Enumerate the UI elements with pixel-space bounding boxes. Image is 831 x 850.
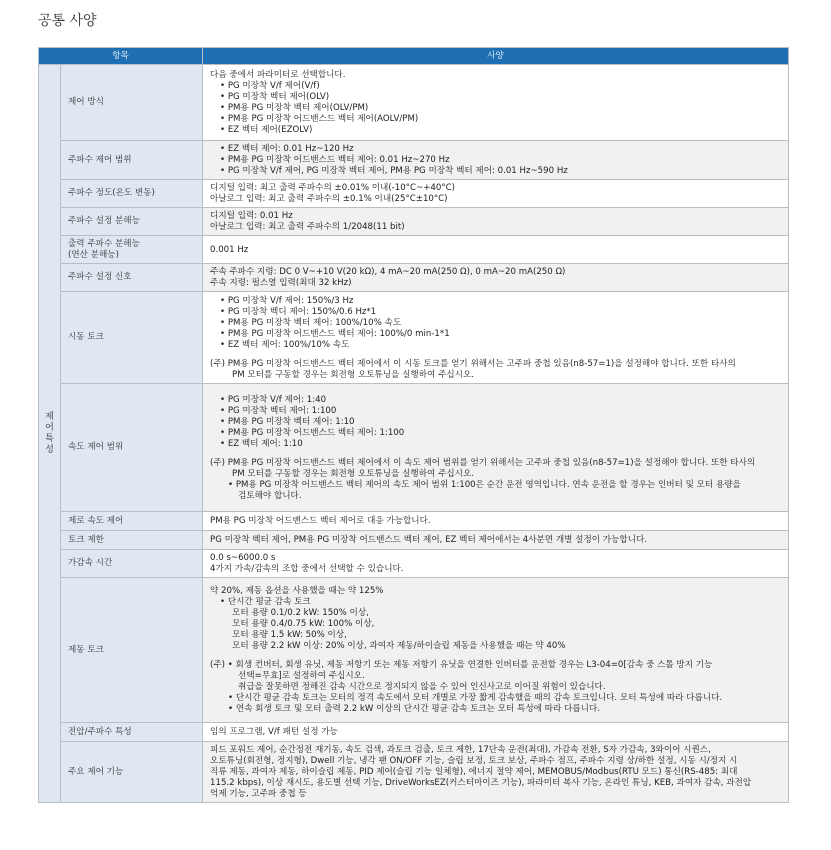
spec-line: 디지털 입력: 최고 출력 주파수의 ±0.01% 이내(-10°C~+40°C) bbox=[210, 183, 455, 193]
row-label bbox=[61, 264, 203, 292]
spec-line: • EZ 벡터 제어: 100%/10% 속도 bbox=[220, 339, 350, 350]
row-label bbox=[61, 723, 203, 742]
row-label-text: 주요 제어 기능 bbox=[68, 766, 124, 777]
row-label-text: 시동 토크 bbox=[68, 332, 104, 342]
spec-line: 115.2 kbps), 이상 재시도, 용도별 선택 기능, DriveWorksEZ(커스터마이즈 기능), 파라미터 복사 기능, 온라인 튜닝, KEB, 과여자 감속, 과전압 bbox=[210, 778, 752, 788]
spec-line: 직류 제동, 과여자 제동, 하이슬립 제동, PID 제어(슬립 기능 일체형), 에너지 절약 제어, MEMOBUS/Modbus(RTU 모드) 통신(RS-485: 최대 bbox=[210, 767, 738, 777]
spacer bbox=[210, 351, 783, 359]
row-label-text: 주파수 정도(온도 변동) bbox=[68, 188, 155, 198]
table-row bbox=[39, 65, 789, 141]
spec-line: 주속 주파수 지령: DC 0 V~+10 V(20 kΩ), 4 mA~20 mA(250 Ω), 0 mA~20 mA(250 Ω) bbox=[210, 267, 566, 277]
spec-line: • EZ 벡터 제어(EZOLV) bbox=[220, 125, 313, 135]
row-value bbox=[203, 264, 789, 292]
spec-line: • PG 미장착 V/f 제어: 1:40 bbox=[220, 394, 327, 405]
spec-line: 다음 중에서 파라미터로 선택합니다. bbox=[210, 70, 346, 80]
spec-line: • PG 미장착 V/f 제어, PG 미장착 벡터 제어, PM용 PG 미장착 벡터 제어: 0.01 Hz~590 Hz bbox=[220, 166, 568, 176]
spacer bbox=[210, 450, 783, 458]
spec-line: PM 모터를 구동할 경우는 회전형 오토튜닝을 실행하여 주십시오. bbox=[232, 468, 475, 479]
group-label bbox=[39, 65, 61, 803]
table-row bbox=[39, 208, 789, 236]
spec-line: 주속 지령: 펄스열 입력(최대 32 kHz) bbox=[210, 278, 352, 288]
spec-line: • PG 미장착 V/f 제어: 150%/3 Hz bbox=[220, 295, 354, 306]
row-label-text: 가감속 시간 bbox=[68, 558, 113, 568]
row-label bbox=[61, 208, 203, 236]
row-label-text: 속도 제어 범위 bbox=[68, 442, 124, 452]
row-label bbox=[61, 531, 203, 550]
spec-line: 모터 용량 2.2 kW 이상: 20% 이상, 과여자 제동/하이슬립 제동을 사용했을 때는 약 40% bbox=[232, 641, 566, 651]
row-label-text: 제로 속도 제어 bbox=[68, 515, 124, 526]
spec-line: • PM용 PG 미장착 어드밴스드 벡터 제어: 100%/0 min-1*1 bbox=[220, 328, 450, 339]
row-label-text: 제어 방식 bbox=[68, 97, 104, 107]
table-row bbox=[39, 550, 789, 578]
table-row bbox=[39, 141, 789, 180]
spec-line: • PM용 PG 미장착 벡터 제어(OLV/PM) bbox=[220, 103, 369, 113]
table-row bbox=[39, 723, 789, 742]
table-row bbox=[39, 742, 789, 803]
spec-line: • PG 미장착 벡터 제어: 1:100 bbox=[220, 405, 337, 416]
spec-line: (주) PM용 PG 미장착 어드밴스드 벡터 제어에서 이 속도 제어 범위를 얻기 위해서는 고주파 중첩 있음(n8-57=1)을 설정해야 합니다. 또한 타사의 bbox=[210, 457, 756, 468]
spec-line: PM 모터를 구동할 경우는 회전형 오토튜닝을 실행하여 주십시오. bbox=[232, 369, 475, 380]
spec-table bbox=[38, 47, 789, 803]
spec-line: 억제 기능, 고주파 중첩 등 bbox=[210, 789, 307, 799]
spec-line: 디지털 입력: 0.01 Hz bbox=[210, 211, 293, 221]
row-value bbox=[203, 236, 789, 264]
row-value bbox=[203, 292, 789, 384]
spec-line: • PM용 PG 미장착 어드밴스드 벡터 제어: 0.01 Hz~270 Hz bbox=[220, 155, 450, 165]
header-spec: 사양 bbox=[203, 48, 789, 65]
spec-line: • PG 미장착 벡터 제어(OLV) bbox=[220, 92, 330, 102]
page-title: 공통 사양 bbox=[38, 13, 97, 29]
spec-line: 약 20%, 제동 옵션을 사용했을 때는 약 125% bbox=[210, 586, 384, 596]
row-label bbox=[61, 180, 203, 208]
spec-line: 선택=무효]로 설정하여 주십시오. bbox=[238, 671, 365, 681]
table-row bbox=[39, 180, 789, 208]
spec-line: 4가지 가속/감속의 조합 중에서 선택할 수 있습니다. bbox=[210, 564, 404, 574]
row-value bbox=[203, 531, 789, 550]
spec-line: 모터 용량 1.5 kW: 50% 이상, bbox=[232, 630, 347, 640]
spec-line: • PM용 PG 미장착 벡터 제어: 1:10 bbox=[220, 416, 355, 427]
spec-line: • EZ 벡터 제어: 1:10 bbox=[220, 438, 303, 449]
spec-line: • PM용 PG 미장착 벡터 제어: 100%/10% 속도 bbox=[220, 317, 402, 328]
row-label-text: 제동 토크 bbox=[68, 644, 104, 655]
header-item: 항목 bbox=[39, 48, 203, 65]
spec-line: 오토튜닝(회전형, 정지형), Dwell 기능, 냉각 팬 ON/OFF 기능, 슬립 보정, 토크 보상, 주파수 점프, 주파수 지령 상/하한 설정, 시동 시/정지 시 bbox=[210, 756, 738, 766]
table-row bbox=[39, 512, 789, 531]
row-value bbox=[203, 384, 789, 512]
group-label-char: 특 bbox=[45, 433, 54, 444]
row-label bbox=[61, 742, 203, 803]
table-row bbox=[39, 531, 789, 550]
spec-line: 검토해야 합니다. bbox=[238, 490, 302, 501]
group-label-char: 어 bbox=[45, 422, 54, 433]
row-label-text: (연산 분해능) bbox=[68, 249, 119, 260]
row-label bbox=[61, 384, 203, 512]
row-value bbox=[203, 65, 789, 141]
row-label-text: 출력 주파수 분해능 bbox=[68, 238, 140, 249]
row-label bbox=[61, 236, 203, 264]
spec-line: 취급을 잘못하면 정해진 감속 시간으로 정지되지 않을 수 있어 인신사고로 이어질 위험이 있습니다. bbox=[238, 682, 606, 692]
spec-line: 임의 프로그램, V/f 패턴 설정 가능 bbox=[210, 727, 338, 737]
spec-line: • PG 미장착 V/f 제어(V/f) bbox=[220, 81, 320, 91]
row-label bbox=[61, 141, 203, 180]
row-label bbox=[61, 578, 203, 723]
table-row bbox=[39, 578, 789, 723]
spec-line: 0.001 Hz bbox=[210, 244, 249, 255]
row-value bbox=[203, 742, 789, 803]
spacer bbox=[210, 652, 783, 660]
row-label-text: 주파수 설정 신호 bbox=[68, 272, 132, 282]
table-row bbox=[39, 236, 789, 264]
row-label bbox=[61, 550, 203, 578]
table-row bbox=[39, 292, 789, 384]
row-value bbox=[203, 141, 789, 180]
spec-line: • PM용 PG 미장착 어드밴스드 벡터 제어: 1:100 bbox=[220, 427, 405, 438]
table-row bbox=[39, 264, 789, 292]
spec-line: • EZ 벡터 제어: 0.01 Hz~120 Hz bbox=[220, 144, 354, 154]
spec-line: 0.0 s~6000.0 s bbox=[210, 553, 276, 563]
row-value bbox=[203, 512, 789, 531]
spec-line: (주) • 회생 컨버터, 회생 유닛, 제동 저항기 또는 제동 저항기 유닛을 연결한 인버터를 운전할 경우는 L3-04=0[감속 중 스톨 방지 기능 bbox=[210, 660, 713, 670]
row-label-text: 전압/주파수 특성 bbox=[68, 726, 132, 737]
group-label-char: 제 bbox=[45, 411, 54, 422]
row-value bbox=[203, 550, 789, 578]
spec-line: • PM용 PG 미장착 어드밴스드 벡터 제어(AOLV/PM) bbox=[220, 114, 419, 124]
row-label-text: 주파수 설정 분해능 bbox=[68, 216, 140, 226]
spec-line: • 연속 회생 토크 및 모터 출력 2.2 kW 이상의 단시간 평균 감속 토크는 모터 특성에 따라 다릅니다. bbox=[228, 704, 600, 714]
spec-line: • PM용 PG 미장착 어드밴스드 벡터 제어의 속도 제어 범위 1:100은 순간 운전 영역입니다. 연속 운전을 할 경우는 인버터 및 모터 용량을 bbox=[228, 479, 741, 490]
spec-line: 피드 포워드 제어, 순간정전 재기동, 속도 검색, 과토크 검출, 토크 제한, 17단속 운전(최대), 가감속 전환, S자 가감속, 3와이어 시퀀스, bbox=[210, 745, 711, 755]
spec-line: PM용 PG 미장착 어드밴스드 벡터 제어로 대응 가능합니다. bbox=[210, 516, 431, 526]
spec-line: 모터 용량 0.4/0.75 kW: 100% 이상, bbox=[232, 619, 375, 629]
spec-line: • PG 미장착 벡디 제어: 150%/0.6 Hz*1 bbox=[220, 306, 377, 317]
row-label bbox=[61, 65, 203, 141]
row-label bbox=[61, 512, 203, 531]
table-header-row bbox=[39, 48, 789, 65]
row-label bbox=[61, 292, 203, 384]
spec-line: • 단시간 평균 감속 토크는 모터의 정격 속도에서 모터 개별로 가장 짧게 감속했을 때의 감속 토크입니다. 모터 특성에 따라 다릅니다. bbox=[228, 693, 723, 703]
spec-line: • 단시간 평균 감속 토크 bbox=[220, 597, 311, 607]
row-value bbox=[203, 578, 789, 723]
spec-line: (주) PM용 PG 미장착 어드밴스드 벡터 제어에서 이 시동 토크를 얻기 위해서는 고주파 중첩 있음(n8-57=1)을 설정해야 합니다. 또한 타사의 bbox=[210, 358, 736, 369]
row-value bbox=[203, 208, 789, 236]
spec-line: 아날로그 입력: 최고 출력 주파수의 ±0.1% 이내(25°C±10°C) bbox=[210, 194, 448, 204]
row-label-text: 주파수 제어 범위 bbox=[68, 154, 132, 165]
group-label-char: 성 bbox=[45, 444, 54, 455]
table-row bbox=[39, 384, 789, 512]
row-value bbox=[203, 723, 789, 742]
spec-line: 모터 용량 0.1/0.2 kW: 150% 이상, bbox=[232, 608, 369, 618]
spec-line: PG 미장착 벡터 제어, PM용 PG 미장착 어드밴스드 벡터 제어, EZ 벡터 제어에서는 4사분면 개별 설정이 가능합니다. bbox=[210, 535, 648, 545]
row-label-text: 토크 제한 bbox=[68, 534, 104, 545]
spec-line: 아날로그 입력: 최고 출력 주파수의 1/2048(11 bit) bbox=[210, 222, 405, 232]
row-value bbox=[203, 180, 789, 208]
